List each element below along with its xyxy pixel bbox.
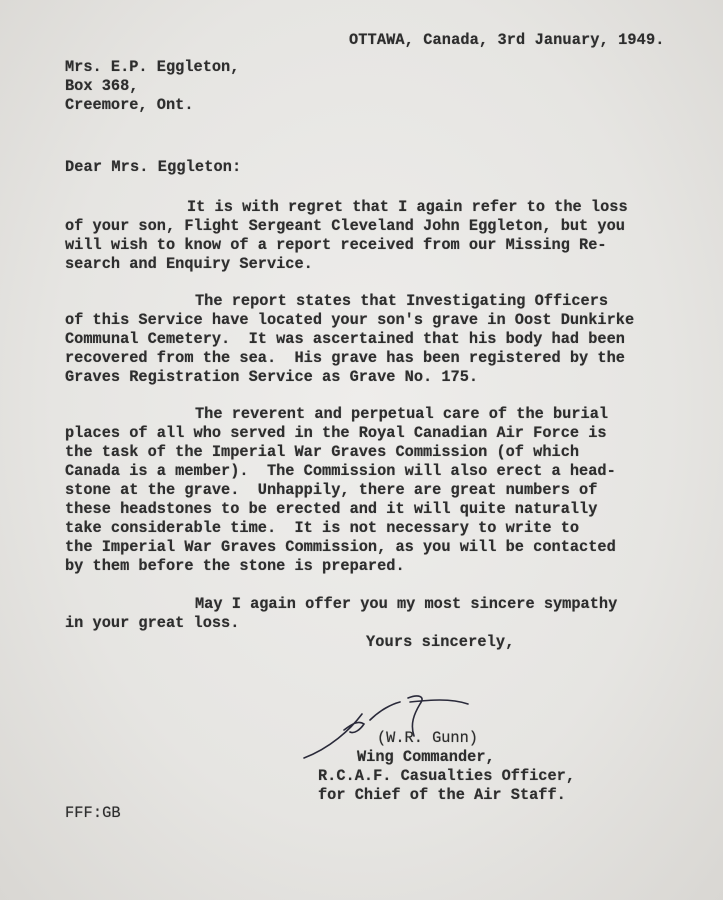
paragraph-line: places of all who served in the Royal Canadian Air Force is bbox=[65, 424, 607, 442]
paragraph-line: The report states that Investigating Officers bbox=[195, 292, 609, 310]
paragraph-3 bbox=[65, 405, 616, 576]
paragraph-line: of your son, Flight Sergeant Cleveland John Eggleton, but you bbox=[65, 217, 625, 235]
paragraph-line: in your great loss. bbox=[65, 614, 240, 632]
paragraph-line: The reverent and perpetual care of the burial bbox=[195, 405, 609, 423]
dateline: OTTAWA, Canada, 3rd January, 1949. bbox=[349, 31, 665, 49]
paragraph-line: by them before the stone is prepared. bbox=[65, 557, 405, 575]
signatory-name: (W.R. Gunn) bbox=[377, 729, 478, 747]
signatory-office: for Chief of the Air Staff. bbox=[318, 786, 566, 804]
paragraph-line: It is with regret that I again refer to the loss bbox=[187, 198, 628, 216]
paragraph-line: take considerable time. It is not necessary to write to bbox=[65, 519, 580, 537]
paragraph-line: May I again offer you my most sincere sympathy bbox=[195, 595, 618, 613]
closing: Yours sincerely, bbox=[366, 633, 515, 651]
paragraph-line: stone at the grave. Unhappily, there are great numbers of bbox=[65, 481, 598, 499]
paragraph-1 bbox=[65, 198, 628, 274]
address-line: Creemore, Ont. bbox=[65, 96, 194, 114]
paragraph-line: Graves Registration Service as Grave No. 175. bbox=[65, 368, 479, 386]
recipient-address bbox=[65, 58, 239, 115]
paragraph-line: these headstones to be erected and it will quite naturally bbox=[65, 500, 598, 518]
address-line: Box 368, bbox=[65, 77, 139, 95]
paragraph-line: search and Enquiry Service. bbox=[65, 255, 313, 273]
signatory-title: R.C.A.F. Casualties Officer, bbox=[318, 767, 576, 785]
paragraph-4 bbox=[65, 595, 617, 633]
reference-initials: FFF:GB bbox=[65, 804, 121, 822]
paragraph-line: of this Service have located your son's grave in Oost Dunkirke bbox=[65, 311, 635, 329]
paragraph-2 bbox=[65, 292, 634, 387]
signature-block bbox=[318, 729, 575, 805]
signatory-rank: Wing Commander, bbox=[357, 748, 495, 766]
paragraph-line: Canada is a member). The Commission will also erect a head- bbox=[65, 462, 616, 480]
salutation: Dear Mrs. Eggleton: bbox=[65, 158, 242, 176]
paragraph-line: the Imperial War Graves Commission, as you will be contacted bbox=[65, 538, 616, 556]
address-line: Mrs. E.P. Eggleton, bbox=[65, 58, 240, 76]
paragraph-line: Communal Cemetery. It was ascertained that his body had been bbox=[65, 330, 625, 348]
paragraph-line: the task of the Imperial War Graves Commission (of which bbox=[65, 443, 580, 461]
paragraph-line: recovered from the sea. His grave has been registered by the bbox=[65, 349, 625, 367]
paragraph-line: will wish to know of a report received from our Missing Re- bbox=[65, 236, 607, 254]
